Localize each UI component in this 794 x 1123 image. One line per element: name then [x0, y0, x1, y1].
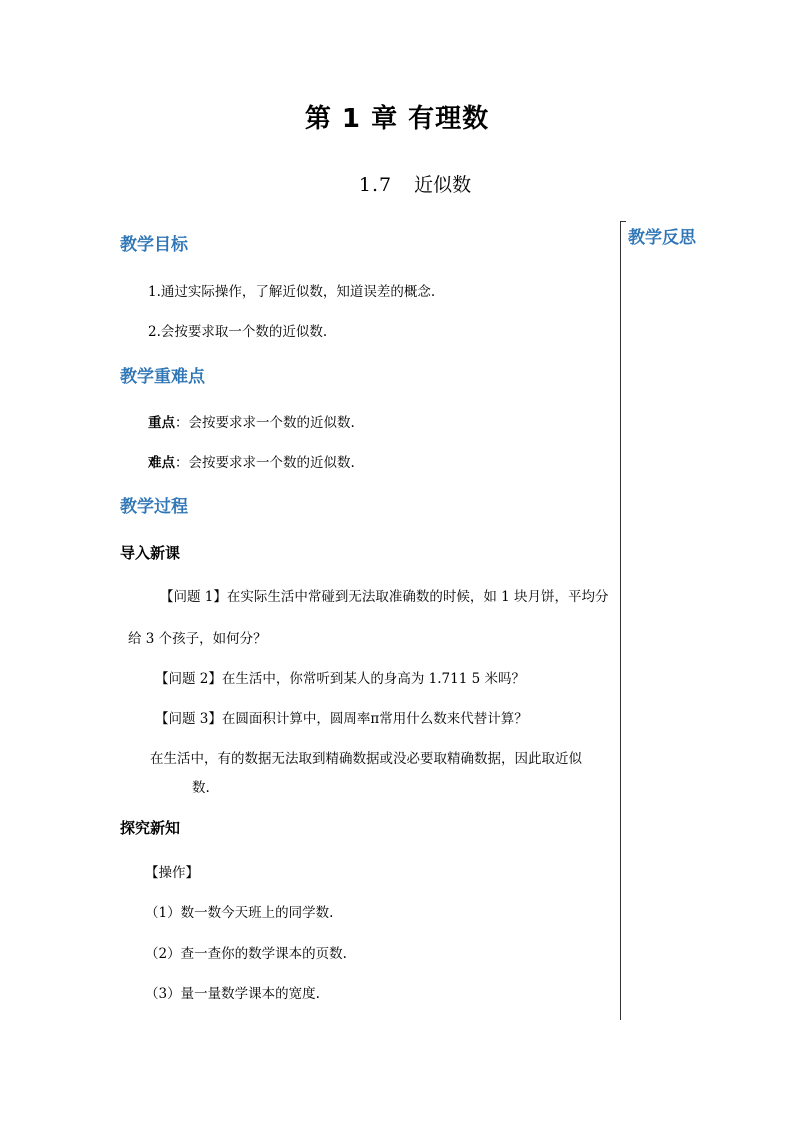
operation-step-1: （1）数一数今天班上的同学数.	[145, 905, 334, 921]
question-1-line-2: 给 3 个孩子，如何分？	[128, 631, 267, 647]
explore-heading: 探究新知	[120, 819, 181, 837]
section-title	[0, 170, 794, 197]
intro-heading: 导入新课	[120, 544, 181, 562]
key-points-heading: 教学重难点	[120, 367, 205, 387]
section-number: 1.7	[358, 174, 393, 196]
section-name: 近似数	[414, 174, 472, 196]
operation-label: 【操作】	[145, 865, 199, 881]
objectives-heading: 教学目标	[120, 235, 188, 255]
difficulty-text: ：会按要求求一个数的近似数.	[175, 455, 355, 471]
focus-label: 重点	[148, 415, 175, 431]
summary-line-1: 在生活中，有的数据无法取到精确数据或没必要取精确数据，因此取近似	[150, 751, 582, 767]
difficulty-point	[148, 451, 355, 471]
operation-step-2: （2）查一查你的数学课本的页数.	[145, 946, 347, 962]
focus-text: ：会按要求求一个数的近似数.	[175, 415, 355, 431]
question-1-line-1: 【问题 1】在实际生活中常碰到无法取准确数的时候，如 1 块月饼，平均分	[160, 589, 609, 605]
reflection-column-divider	[620, 221, 621, 1020]
objective-item-1: 1.通过实际操作，了解近似数，知道误差的概念.	[148, 284, 436, 300]
process-heading: 教学过程	[120, 497, 188, 517]
question-3: 【问题 3】在圆面积计算中，圆周率π常用什么数来代替计算？	[155, 711, 528, 727]
difficulty-label: 难点	[148, 455, 175, 471]
question-2: 【问题 2】在生活中，你常听到某人的身高为 1.711 5 米吗？	[155, 671, 525, 687]
objective-item-2: 2.会按要求取一个数的近似数.	[148, 324, 328, 340]
focus-point	[148, 411, 355, 431]
operation-step-3: （3）量一量数学课本的宽度.	[145, 986, 320, 1002]
chapter-title: 第 1 章 有理数	[304, 104, 490, 134]
reflection-heading: 教学反思	[628, 228, 696, 248]
summary-line-2: 数.	[192, 780, 210, 796]
